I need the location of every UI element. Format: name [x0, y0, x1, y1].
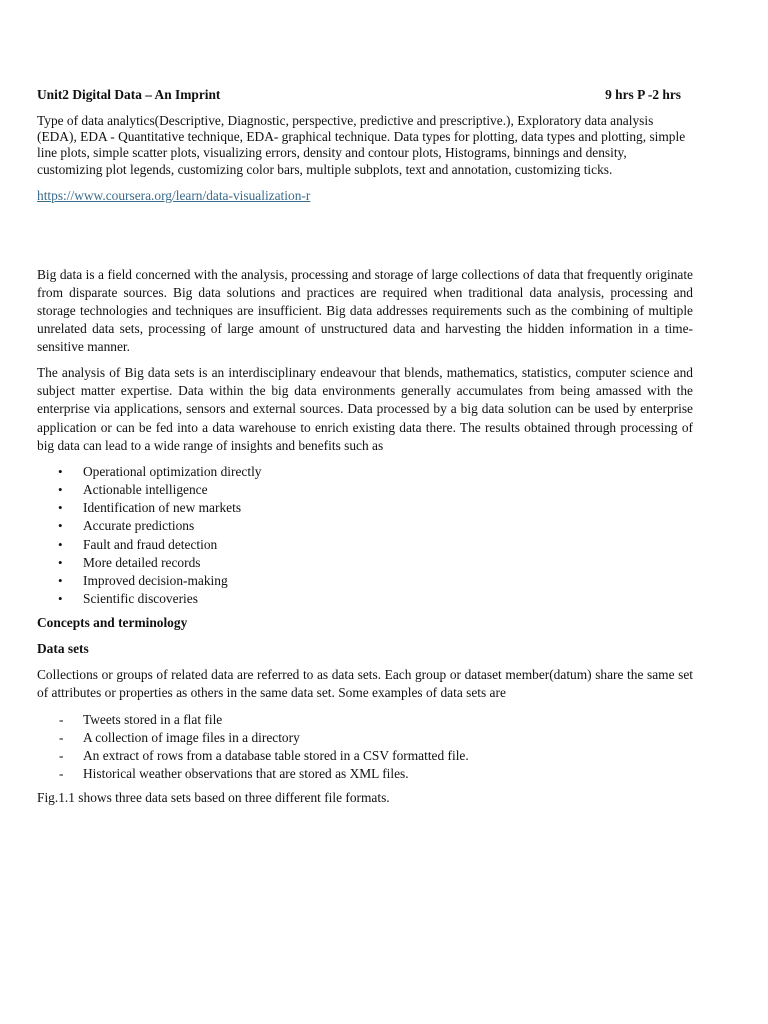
- datasets-paragraph: Collections or groups of related data are referred to as data sets. Each group or dataset member(datum) share the same set of attributes or properties as others in the same data set. Some examples of data sets are: [37, 667, 693, 701]
- list-item: • Operational optimization directly: [37, 463, 693, 481]
- bullet-icon: •: [58, 463, 63, 479]
- bullet-icon: •: [58, 500, 63, 516]
- benefits-list: [37, 463, 693, 609]
- concepts-heading: Concepts and terminology: [37, 615, 188, 631]
- bullet-icon: •: [58, 591, 63, 607]
- blank-space: [37, 204, 693, 266]
- document-page: [37, 86, 693, 806]
- list-item: • Actionable intelligence: [37, 481, 693, 499]
- coursera-link[interactable]: https://www.coursera.org/learn/data-visualization-r: [37, 187, 311, 203]
- unit-header: [37, 86, 693, 103]
- intro-paragraph: Big data is a field concerned with the analysis, processing and storage of large collections of data that frequently originate from disparate sources. Big data solutions and practices are required when traditional data analysis, processing and storage technologies and techniques are insufficient. Big data addresses requirements such as the combining of multiple unrelated data sets, processing of large amount of unstructured data and harvesting the hidden information in a time-sensitive manner.: [37, 266, 693, 355]
- datasets-heading: Data sets: [37, 641, 89, 657]
- list-item: - Historical weather observations that are stored as XML files.: [37, 765, 693, 783]
- dash-icon: -: [59, 766, 64, 782]
- bullet-icon: •: [58, 536, 63, 552]
- dash-icon: -: [59, 729, 64, 745]
- examples-list: [37, 711, 693, 784]
- bullet-icon: •: [58, 481, 63, 497]
- list-item: - Tweets stored in a flat file: [37, 711, 693, 729]
- unit-hours: 9 hrs P -2 hrs: [605, 87, 681, 102]
- bullet-icon: •: [58, 554, 63, 570]
- dash-icon: -: [59, 747, 64, 763]
- list-item: • More detailed records: [37, 554, 693, 572]
- dash-icon: -: [59, 711, 64, 727]
- list-item: • Identification of new markets: [37, 499, 693, 517]
- syllabus-text: Type of data analytics(Descriptive, Diagnostic, perspective, predictive and prescriptive.), Exploratory data analysis (EDA), EDA - Quantitative technique, EDA- graphical technique. Data types for plotting, data types and plotting, simple line plots, simple scatter plots, visualizing errors, density and contour plots, Histograms, binnings and density, customizing plot legends, customizing color bars, multiple subplots, text and annotation, customizing ticks.: [37, 113, 686, 177]
- figure-caption: Fig.1.1 shows three data sets based on three different file formats.: [37, 790, 390, 806]
- bullet-icon: •: [58, 572, 63, 588]
- list-item: - A collection of image files in a directory: [37, 729, 693, 747]
- list-item: • Accurate predictions: [37, 517, 693, 535]
- list-item: • Scientific discoveries: [37, 590, 693, 608]
- list-item: • Improved decision-making: [37, 572, 693, 590]
- bullet-icon: •: [58, 518, 63, 534]
- analysis-paragraph: The analysis of Big data sets is an interdisciplinary endeavour that blends, mathematics, statistics, computer science and subject matter expertise. Data within the big data environments generally accumulates from being amassed with the enterprise via applications, sensors and external sources. Data processed by a big data solution can be used by enterprise application or can be fed into a data warehouse to enrich existing data there. The results obtained through processing of big data can lead to a wide range of insights and benefits such as: [37, 365, 693, 453]
- unit-title: Unit2 Digital Data – An Imprint: [37, 87, 221, 102]
- list-item: - An extract of rows from a database table stored in a CSV formatted file.: [37, 747, 693, 765]
- list-item: • Fault and fraud detection: [37, 536, 693, 554]
